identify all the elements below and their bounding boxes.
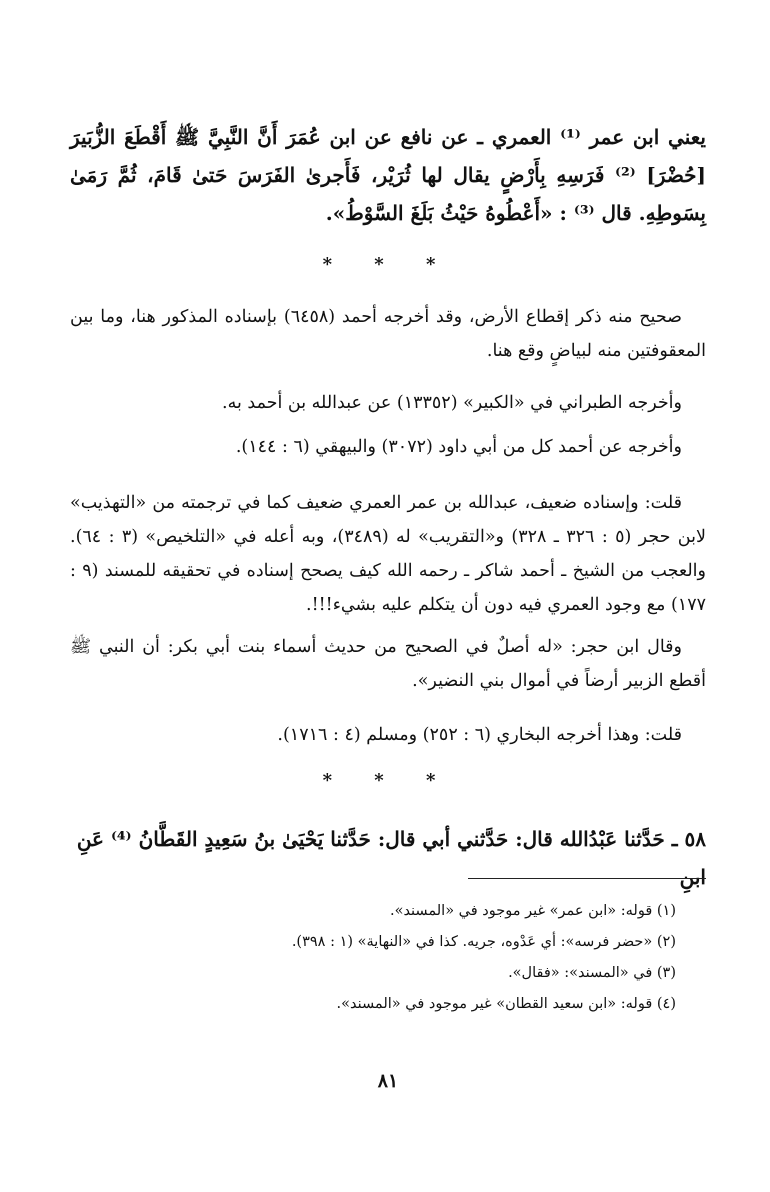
book-page xyxy=(70,0,706,1192)
commentary-paragraph-5: وقال ابن حجر: «له أصلٌ في الصحيح من حديث أسماء بنت أبي بكر: أن النبي ﷺ أقطع الزبير أرضاً في أموال بني النضير». xyxy=(70,637,706,691)
commentary-paragraph-3: وأخرجه عن أحمد كل من أبي داود (٣٠٧٢) والبيهقي (٦ : ١٤٤). xyxy=(235,437,682,457)
footnote-3: (٣) في «المسند»: «فقال». xyxy=(508,965,676,981)
commentary-paragraph-2: وأخرجه الطبراني في «الكبير» (١٣٣٥٢) عن عبدالله بن أحمد به. xyxy=(222,393,682,413)
footnote-divider xyxy=(468,878,706,879)
section-separator-1: * * * xyxy=(322,254,454,275)
footnote-1: (١) قوله: «ابن عمر» غير موجود في «المسند». xyxy=(389,903,676,919)
commentary-paragraph-6: قلت: وهذا أخرجه البخاري (٦ : ٢٥٢) ومسلم (٤ : ١٧١٦). xyxy=(277,725,682,745)
footnotes xyxy=(76,896,676,1020)
footnote-2: (٢) «حضر فرسه»: أي عَدْوه، جريه. كذا في «النهاية» (١ : ٣٩٨). xyxy=(291,934,676,950)
hadith-text-top: يعني ابن عمر ⁽¹⁾ العمري ـ عن نافع عن ابن عُمَرَ أَنَّ النَّبِيَّ ﷺ أَقْطَعَ الزُّبَيرَ [حُضْرَ] ⁽²⁾ فَرَسِهِ بِأَرْضٍ يقال لها ثُرَيْر، فَأَجرىٰ الفَرَسَ حَتىٰ قَامَ، ثُمَّ رَمَىٰ بِسَوطِهِ. قال ⁽³⁾ : «أَعْطُوهُ حَيْثُ بَلَغَ السَّوْطُ». xyxy=(70,125,706,225)
commentary-paragraph-1: صحيح منه ذكر إقطاع الأرض، وقد أخرجه أحمد (٦٤٥٨) بإسناده المذكور هنا، وما بين المعقوفتين منه لبياضٍ وقع هنا. xyxy=(70,307,706,361)
footnote-4: (٤) قوله: «ابن سعيد القطان» غير موجود في «المسند». xyxy=(336,996,676,1012)
page-number: ٨١ xyxy=(377,1070,399,1092)
commentary-paragraph-4: قلت: وإسناده ضعيف، عبدالله بن عمر العمري ضعيف كما في ترجمته من «التهذيب» لابن حجر (٥ : ٣٢٦ ـ ٣٢٨) و«التقريب» له (٣٤٨٩)، وبه أعله في «التلخيص» (٣ : ٦٤). والعجب من الشيخ ـ أحمد شاكر ـ رحمه الله كيف يصحح إسناده في تحقيقه للمسند (٩ : ١٧٧) مع وجود العمري فيه دون أن يتكلم عليه بشيء!!!. xyxy=(70,493,706,615)
section-separator-2: * * * xyxy=(322,770,454,791)
hadith-58-heading: ٥٨ ـ حَدَّثنا عَبْدُالله قال: حَدَّثني أبي قال: حَدَّثنا يَحْيَىٰ بنُ سَعِيدٍ القَطَّانُ ⁽⁴⁾ عَنِ ابنِ xyxy=(76,827,706,889)
